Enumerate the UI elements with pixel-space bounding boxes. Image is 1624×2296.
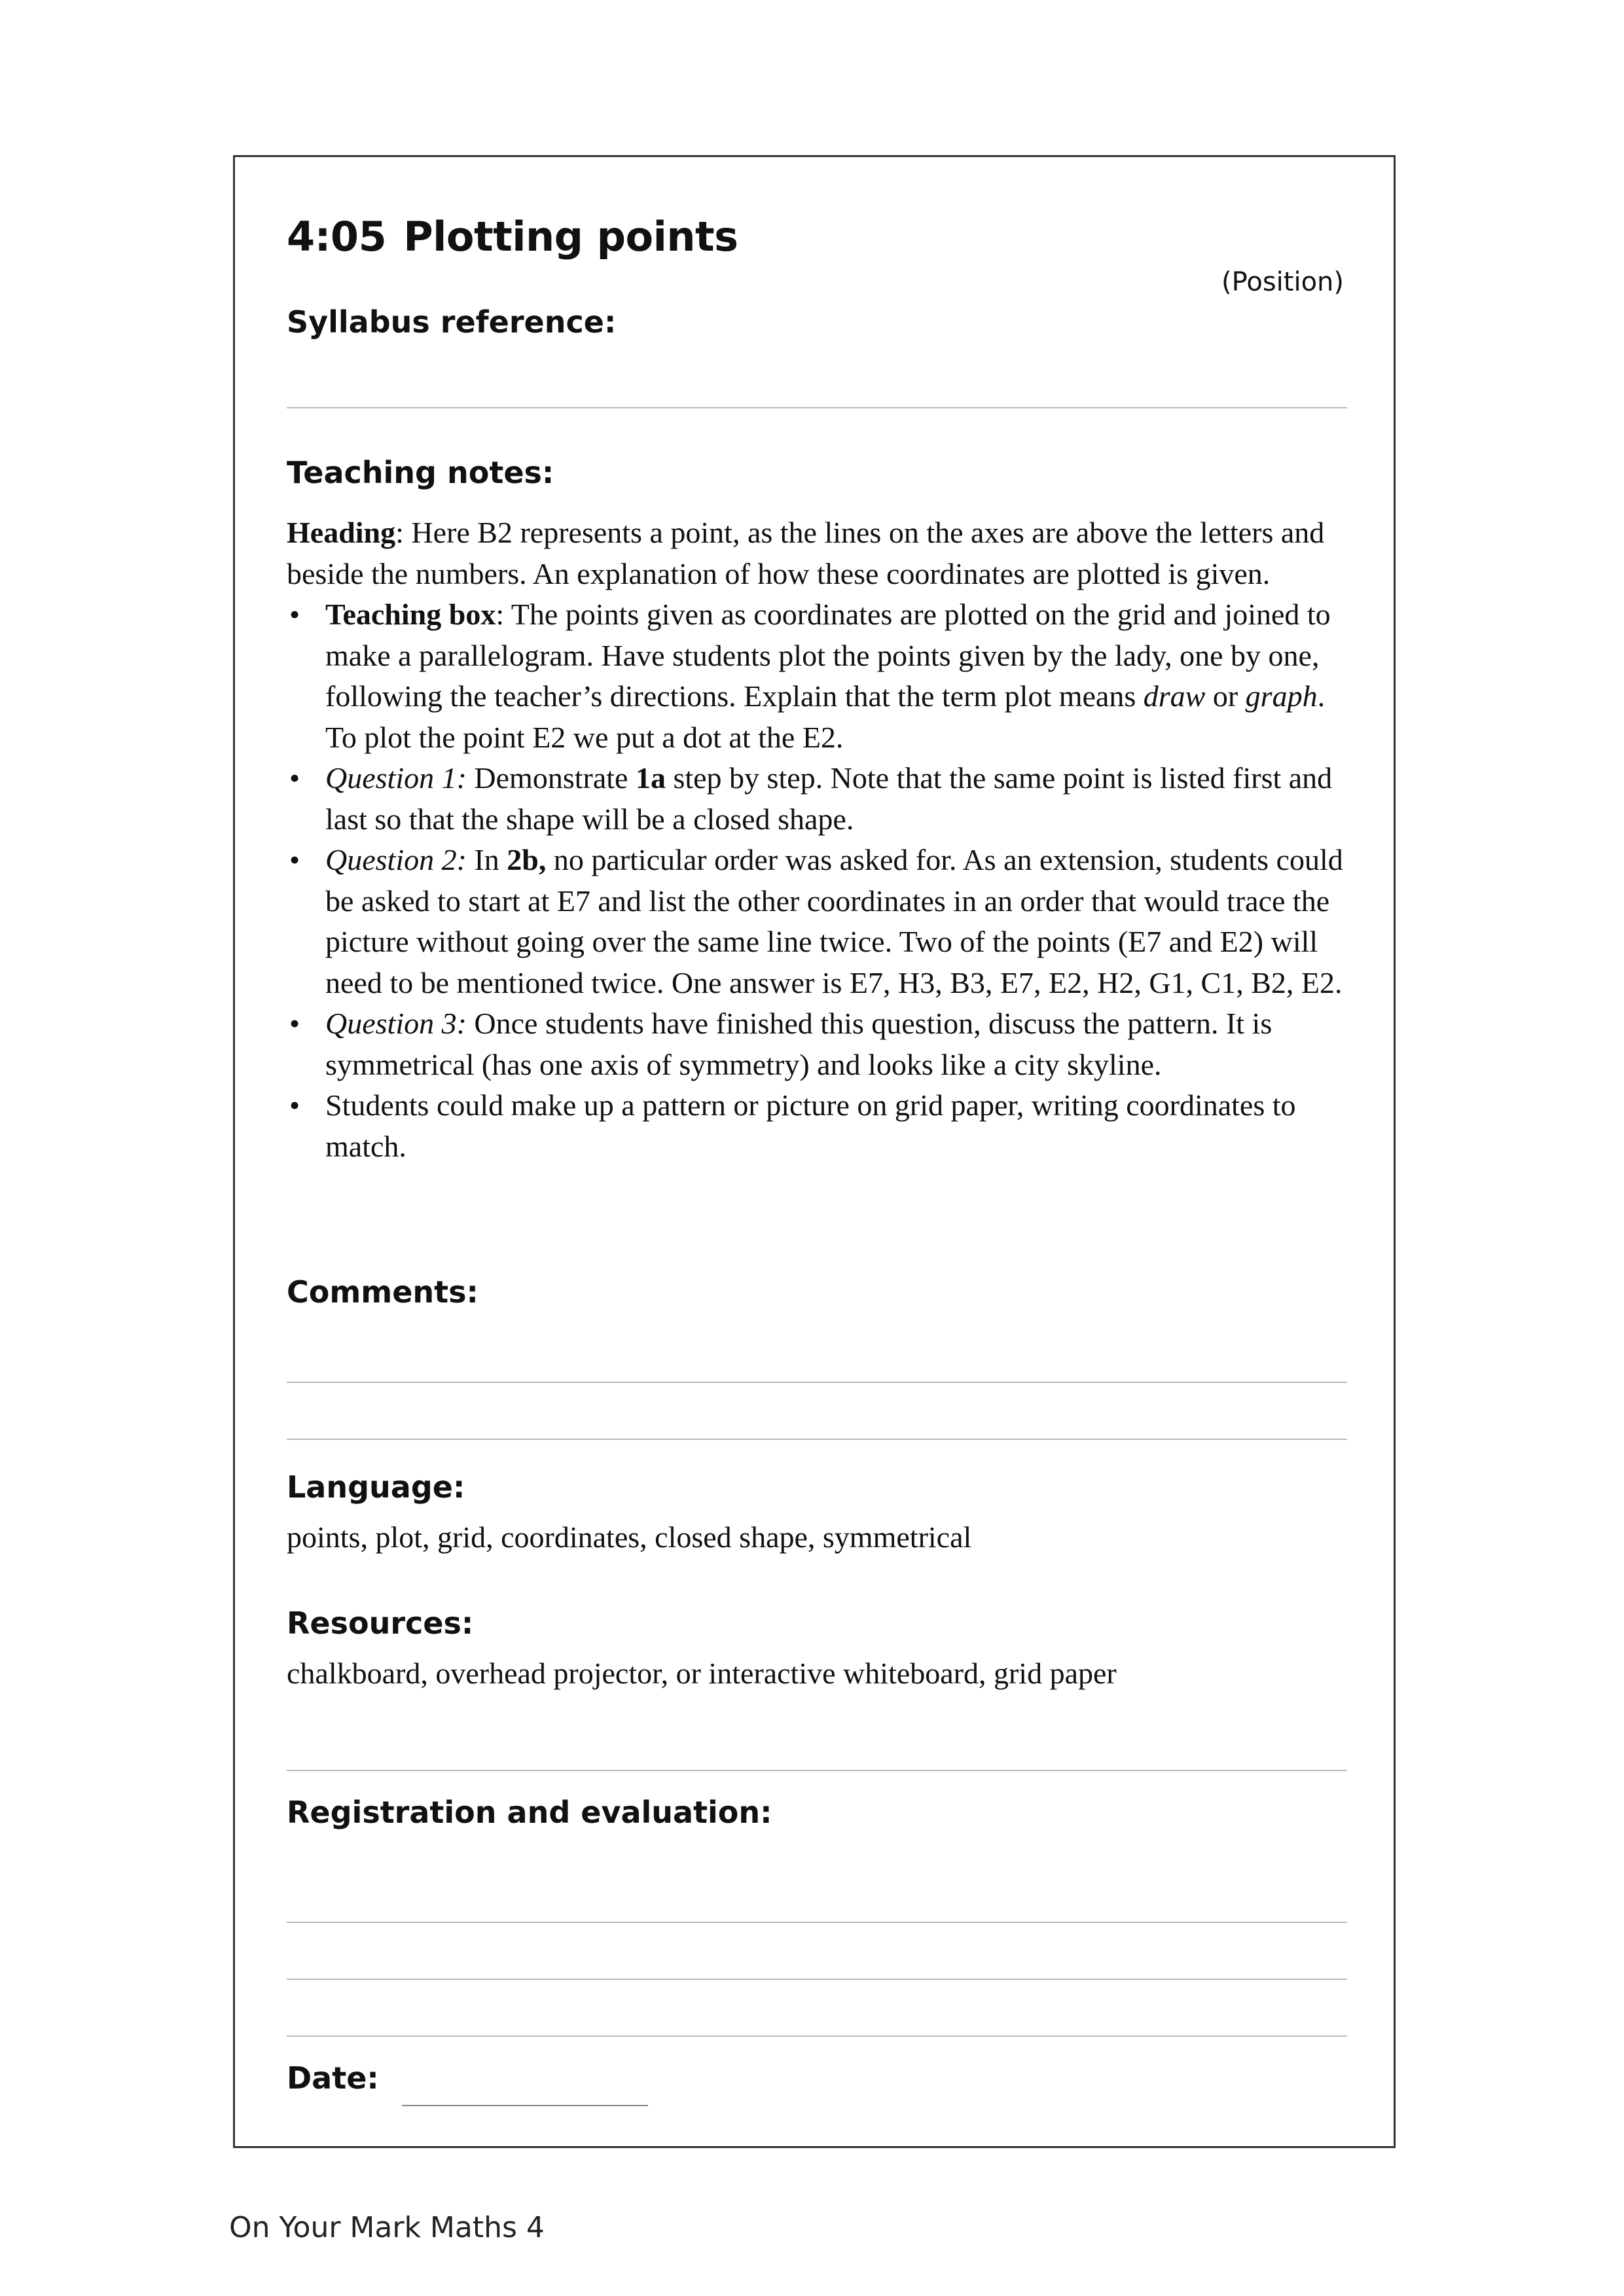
question-3-label: Question 3: — [325, 1007, 467, 1040]
lesson-title-text: Plotting points — [403, 213, 738, 260]
note-text: Students could make up a pattern or picture on grid paper, writing coordinates to match. — [325, 1088, 1296, 1163]
question-2-label: Question 2: — [325, 843, 467, 876]
note-bold: 1a — [635, 761, 666, 795]
comments-write-line[interactable] — [287, 1439, 1347, 1440]
resources-write-line[interactable] — [287, 1770, 1347, 1771]
footer-series-title: On Your Mark Maths 4 — [229, 2211, 545, 2244]
comments-heading: Comments: — [287, 1274, 478, 1310]
date-heading: Date: — [287, 2060, 379, 2096]
question-1-label: Question 1: — [325, 761, 467, 795]
note-text: : The points given as coordinates are plotted on the grid and joined to make a parallelogram. Have students plot the points given by the lady, one by one, following the teacher’s directions. Explain that the term plot means — [325, 598, 1331, 713]
resources-text: chalkboard, overhead projector, or interactive whiteboard, grid paper — [287, 1657, 1117, 1690]
note-text: Once students have finished this question, discuss the pattern. It is symmetrical (has one axis of symmetry) and looks like a city skyline. — [325, 1007, 1272, 1081]
note-text: . To plot the point E2 we put a dot at the E2. — [325, 679, 1326, 754]
note-emphasis: draw — [1143, 679, 1206, 713]
teaching-notes-body — [287, 512, 1360, 1167]
comments-write-line[interactable] — [287, 1382, 1347, 1383]
teaching-box-label: Teaching box — [325, 598, 496, 631]
lesson-card — [233, 155, 1396, 2148]
registration-heading: Registration and evaluation: — [287, 1795, 772, 1830]
note-text: or — [1205, 679, 1246, 713]
note-text: no particular order was asked for. As an extension, students could be asked to start at E7 and list the other coordinates in an order that would trace the picture without going over the same line twice. Two of the points (E7 and E2) will need to be mentioned twice. One answer is E7, H3, B3, E7, E2, H2, G1, C1, B2, E2. — [325, 843, 1343, 999]
heading-note — [287, 512, 1360, 594]
syllabus-write-line[interactable] — [287, 407, 1347, 408]
registration-write-line[interactable] — [287, 2036, 1347, 2037]
list-item — [287, 840, 1360, 1003]
registration-write-line[interactable] — [287, 1922, 1347, 1923]
notes-list — [287, 594, 1360, 1167]
registration-write-line[interactable] — [287, 1979, 1347, 1980]
note-text: step by step. Note that the same point is listed first and last so that the shape will be a closed shape. — [325, 761, 1333, 836]
heading-note-label: Heading — [287, 516, 396, 549]
resources-heading: Resources: — [287, 1605, 474, 1641]
list-item — [287, 1085, 1360, 1167]
date-write-line[interactable] — [402, 2105, 648, 2106]
lesson-number: 4:05 — [287, 213, 387, 260]
note-text: Demonstrate — [466, 761, 636, 795]
heading-note-text: : Here B2 represents a point, as the lines on the axes are above the letters and beside the numbers. An explanation of how these coordinates are plotted is given. — [287, 516, 1325, 590]
lesson-title — [287, 213, 738, 260]
strand-label: (Position) — [1221, 267, 1344, 297]
note-emphasis: graph — [1245, 679, 1318, 713]
teaching-notes-heading: Teaching notes: — [287, 455, 554, 490]
language-heading: Language: — [287, 1469, 465, 1505]
syllabus-heading: Syllabus reference: — [287, 304, 617, 340]
note-text: In — [466, 843, 507, 876]
note-bold: 2b, — [507, 843, 547, 876]
list-item — [287, 1003, 1360, 1085]
list-item — [287, 758, 1360, 840]
language-text: points, plot, grid, coordinates, closed shape, symmetrical — [287, 1520, 972, 1554]
list-item — [287, 594, 1360, 758]
